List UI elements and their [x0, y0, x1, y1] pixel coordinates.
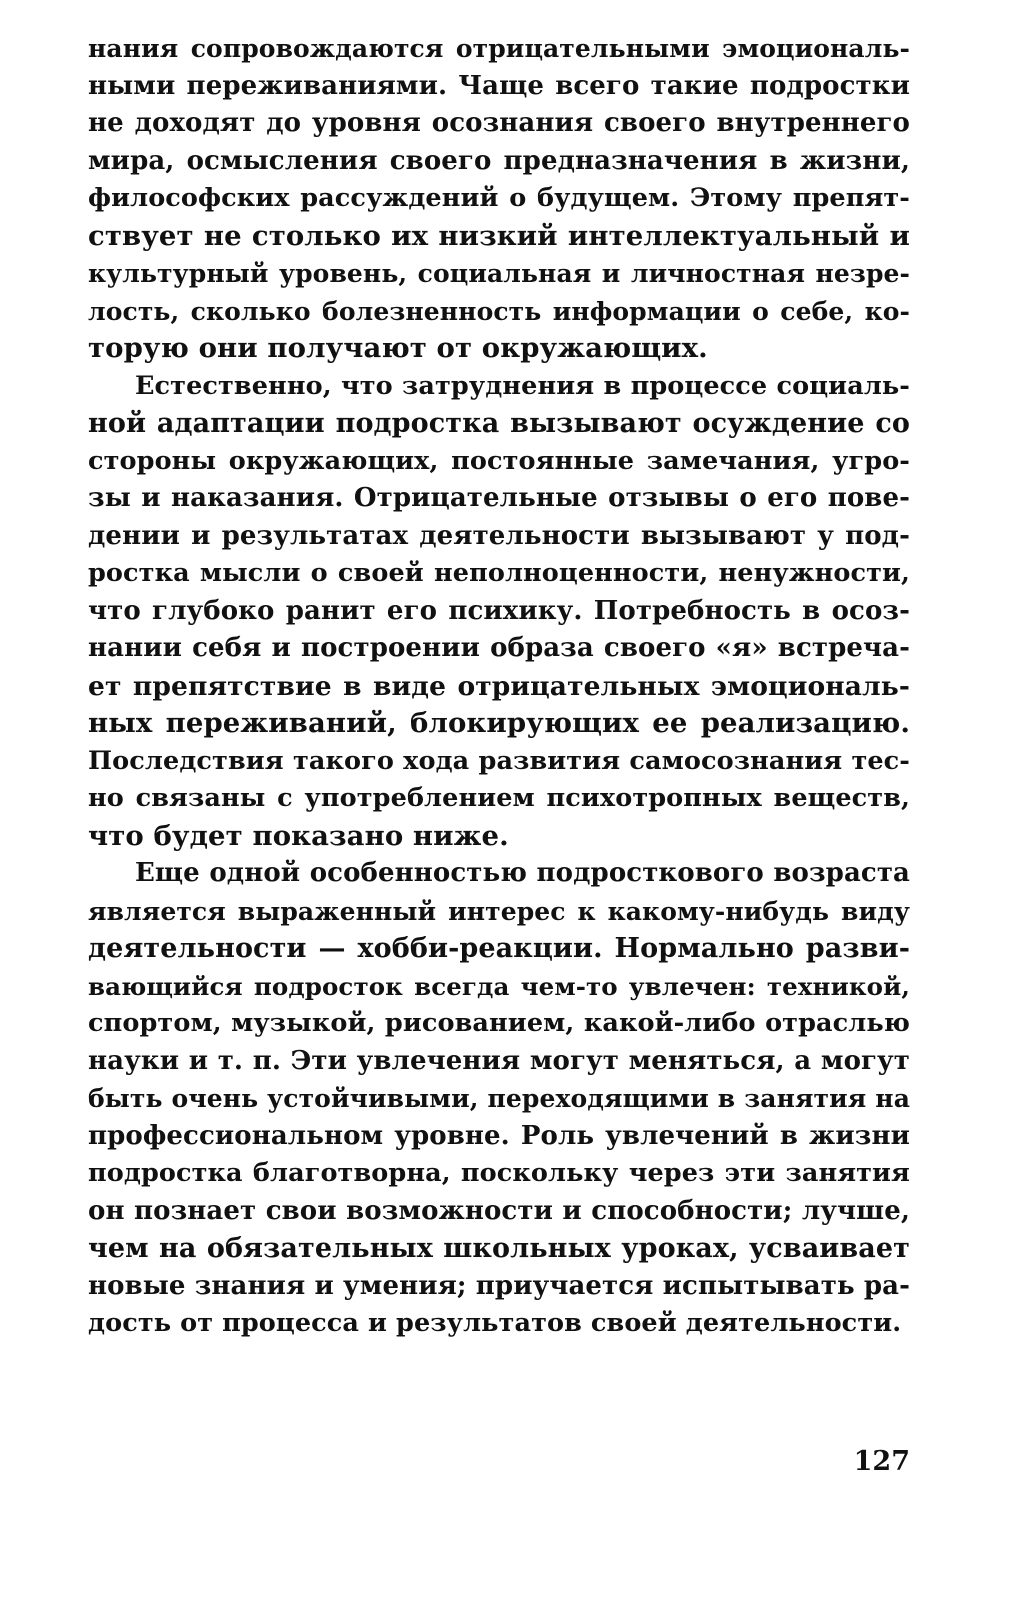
text-line: новые знания и умения; приучается испытывать ра- — [88, 1270, 910, 1301]
text-line: ными переживаниями. Чаще всего такие подростки — [88, 70, 910, 101]
text-line: ной адаптации подростка вызывают осуждение со — [88, 408, 910, 439]
text-line: профессиональном уровне. Роль увлечений в жизни — [88, 1120, 910, 1151]
text-line: стороны окружающих, постоянные замечания, угро- — [88, 445, 910, 476]
text-line: чем на обязательных школьных уроках, усваивает — [88, 1233, 910, 1264]
text-line: спортом, музыкой, рисованием, какой-либо отраслью — [88, 1008, 910, 1038]
text-line: он познает свои возможности и способности; лучше, — [88, 1195, 910, 1226]
text-line: деятельности — хобби-реакции. Нормально разви- — [88, 933, 910, 964]
text-line: Последствия такого хода развития самосознания тес- — [88, 745, 910, 776]
text-line: ростка мысли о своей неполноценности, ненужности, — [88, 558, 910, 588]
text-line: культурный уровень, социальная и личностная незре- — [88, 259, 910, 288]
page-number: 127 — [853, 1446, 910, 1477]
text-line: что будет показано ниже. — [88, 819, 509, 852]
text-line: дость от процесса и результатов своей деятельности. — [88, 1308, 902, 1338]
text-line: что глубоко ранит его психику. Потребность в осоз- — [88, 595, 910, 626]
text-line: торую они получают от окружающих. — [88, 332, 708, 364]
text-line: является выраженный интерес к какому-нибудь виду — [88, 896, 910, 926]
text-line: вающийся подросток всегда чем-то увлечен: техникой, — [88, 971, 910, 1001]
text-line: ных переживаний, блокирующих ее реализацию. — [88, 707, 910, 739]
text-line: нании себя и построении образа своего «я» встреча- — [88, 633, 910, 663]
text-line: философских рассуждений о будущем. Этому препят- — [88, 183, 910, 213]
text-line: мира, осмысления своего предназначения в жизни, — [88, 145, 910, 176]
text-line: быть очень устойчивыми, переходящими в занятия на — [88, 1084, 910, 1113]
text-line: ствует не столько их низкий интеллектуальный и — [88, 219, 910, 252]
text-line: не доходят до уровня осознания своего внутреннего — [88, 108, 910, 138]
text-line: подростка благотворна, поскольку через эти занятия — [88, 1158, 910, 1188]
text-line: но связаны с употреблением психотропных веществ, — [88, 783, 910, 813]
text-line: зы и наказания. Отрицательные отзывы о его пове- — [88, 483, 910, 513]
text-line: нания сопровождаются отрицательными эмоциональ- — [88, 34, 910, 63]
paragraph-3 — [88, 855, 910, 1343]
text-line: науки и т. п. Эти увлечения могут меняться, а могут — [88, 1045, 910, 1076]
text-line: Естественно, что затруднения в процессе социаль- — [135, 370, 910, 401]
paragraph-1 — [88, 30, 910, 368]
text-line: лость, сколько болезненность информации о себе, ко- — [88, 296, 910, 326]
text-line: Еще одной особенностью подросткового возраста — [135, 858, 910, 888]
body-text — [88, 30, 910, 1343]
text-line: ет препятствие в виде отрицательных эмоциональ- — [88, 670, 910, 702]
text-line: дении и результатах деятельности вызывают у под- — [88, 520, 910, 551]
paragraph-2 — [88, 368, 910, 856]
